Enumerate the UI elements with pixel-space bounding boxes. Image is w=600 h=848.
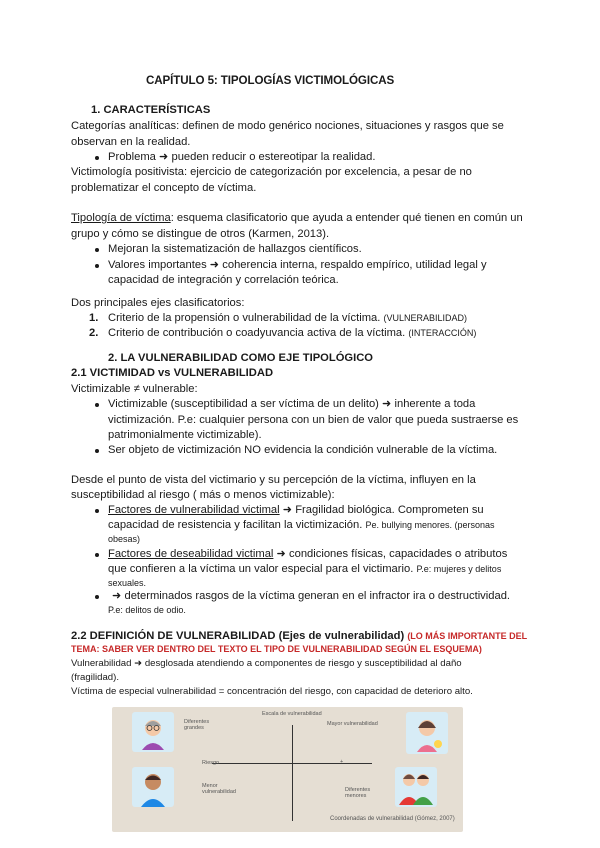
term-underlined: Factores de vulnerabilidad victimal [108, 504, 280, 516]
bullet-dot [95, 403, 99, 407]
diagram-label: Diferentes [345, 787, 371, 793]
bullet-dot [95, 449, 99, 453]
child-icon [406, 712, 448, 754]
bullet-text [108, 518, 495, 533]
diagram-label: Mayor vulnerabilidad [327, 721, 378, 727]
adult-man-icon [132, 767, 174, 807]
bullet-text: Victimizable (susceptibilidad a ser víctima de un delito) ➜ inherente a toda [108, 398, 476, 410]
paragraph-line: Dos principales ejes clasificatorios: [71, 297, 245, 309]
bullet-text: capacidad de integración y correlación teórica. [108, 274, 339, 286]
bullet-text [108, 547, 507, 562]
paragraph-line: Vulnerabilidad ➜ desglosada atendiendo a componentes de riesgo y susceptibilidad al daño [71, 658, 462, 669]
diagram-label: Riesgo [202, 760, 220, 766]
list-number: 2. [89, 327, 99, 339]
paragraph-line: susceptibilidad al riesgo ( más o menos victimizable): [71, 489, 335, 501]
bullet-dot [95, 595, 99, 599]
example-text: sexuales. [108, 578, 147, 588]
list-text [108, 311, 467, 326]
list-text-main: Criterio de la propensión o vulnerabilidad de la víctima. [108, 312, 381, 324]
term-underlined: Tipología de víctima [71, 212, 171, 224]
elderly-person-card [132, 712, 174, 752]
child-with-toy-card [406, 712, 448, 754]
example-text: Pe. bullying menores. (personas [365, 520, 495, 530]
diagram-label: menores [345, 793, 367, 799]
example-text: P.e: delitos de odio. [108, 605, 186, 615]
subsection-heading: 2.1 VICTIMIDAD vs VULNERABILIDAD [71, 367, 274, 379]
paragraph-line: (fragilidad). [71, 672, 119, 683]
paragraph-line: Desde el punto de vista del victimario y su percepción de la víctima, influyen en la [71, 474, 476, 486]
paragraph-line: Victimología positivista: ejercicio de categorización por excelencia, a pesar de no [71, 166, 472, 178]
list-tag: (INTERACCIÓN) [408, 328, 477, 338]
term-definition: ➜ condiciones físicas, capacidades o atributos [273, 548, 508, 560]
diagram-label: vulnerabilidad [202, 789, 236, 795]
term-underlined: Factores de deseabilidad victimal [108, 548, 274, 560]
list-number: 1. [89, 312, 99, 324]
couple-icon [395, 767, 437, 807]
bullet-text-main: que confieren a la víctima un valor especial para el victimario. [108, 563, 414, 575]
diagram-label: grandes [184, 725, 204, 731]
horizontal-axis [212, 763, 372, 764]
bullet-text [108, 562, 501, 577]
example-text: obesas) [108, 534, 141, 544]
term-definition: ➜ Fragilidad biológica. Comprometen su [279, 504, 484, 516]
bullet-text: Mejoran la sistematización de hallazgos científicos. [108, 243, 362, 255]
bullet-text [108, 503, 484, 518]
term-definition: : esquema clasificatorio que ayuda a entender qué tienen en común un [170, 212, 523, 224]
bullet-text: Problema ➜ pueden reducir o estereotipar la realidad. [108, 151, 376, 163]
bullet-dot [95, 248, 99, 252]
diagram-label: Escala de vulnerabilidad [262, 711, 322, 717]
list-text [108, 326, 476, 341]
important-note: TEMA: SABER VER DENTRO DEL TEXTO EL TIPO DE VULNERABILIDAD SEGÚN EL ESQUEMA) [71, 644, 482, 654]
bullet-text-main: capacidad de resistencia y facilitan la victimización. [108, 519, 363, 531]
diagram-label: Menor [202, 783, 218, 789]
important-note: (LO MÁS IMPORTANTE DEL [407, 631, 528, 641]
section-2-heading: 2. LA VULNERABILIDAD COMO EJE TIPOLÓGICO [108, 352, 373, 364]
diagram-label: Diferentes [184, 719, 210, 725]
bullet-text: Valores importantes ➜ coherencia interna, respaldo empírico, utilidad legal y [108, 259, 487, 271]
paragraph-line: Categorías analíticas: definen de modo genérico nociones, situaciones y rasgos que se [71, 120, 504, 132]
vertical-axis [292, 725, 293, 821]
paragraph-line: grupo y cómo se distingue de otros (Karmen, 2013). [71, 228, 330, 240]
subsection-heading: 2.2 DEFINICIÓN DE VULNERABILIDAD (Ejes de vulnerabilidad) [71, 630, 405, 642]
paragraph-line: observan en la realidad. [71, 136, 191, 148]
paragraph-line: problematizar el concepto de víctima. [71, 182, 257, 194]
list-text-main: Criterio de contribución o coadyuvancia activa de la víctima. [108, 327, 406, 339]
adult-man-card [132, 767, 174, 807]
bullet-text: patrimonialmente victimizable). [108, 429, 262, 441]
elderly-person-icon [132, 712, 174, 752]
list-tag: (VULNERABILIDAD) [383, 313, 468, 323]
bullet-dot [95, 264, 99, 268]
vulnerability-diagram-photo [112, 707, 463, 832]
diagram-caption: Coordenadas de vulnerabilidad (Gómez, 2007) [330, 816, 455, 822]
section-1-heading: 1. CARACTERÍSTICAS [91, 104, 211, 116]
example-text: P.e: mujeres y delitos [416, 564, 502, 574]
bullet-text: Ser objeto de victimización NO evidencia la condición vulnerable de la víctima. [108, 444, 498, 456]
bullet-text: ➜ determinados rasgos de la víctima generan en el infractor ira o destructividad. [112, 590, 511, 602]
paragraph-line [71, 211, 523, 226]
paragraph-line: Victimizable ≠ vulnerable: [71, 383, 198, 395]
chapter-title: CAPÍTULO 5: TIPOLOGÍAS VICTIMOLÓGICAS [146, 74, 395, 87]
couple-card [395, 767, 437, 807]
bullet-dot [95, 509, 99, 513]
paragraph-line: Víctima de especial vulnerabilidad = concentración del riesgo, con capacidad de deterioro alto. [71, 686, 473, 697]
bullet-dot [95, 156, 99, 160]
bullet-dot [95, 553, 99, 557]
diagram-label: + [340, 759, 344, 765]
bullet-text: victimización. P.e: cualquier persona con un bien de valor que pueda sustraerse es [108, 414, 519, 426]
